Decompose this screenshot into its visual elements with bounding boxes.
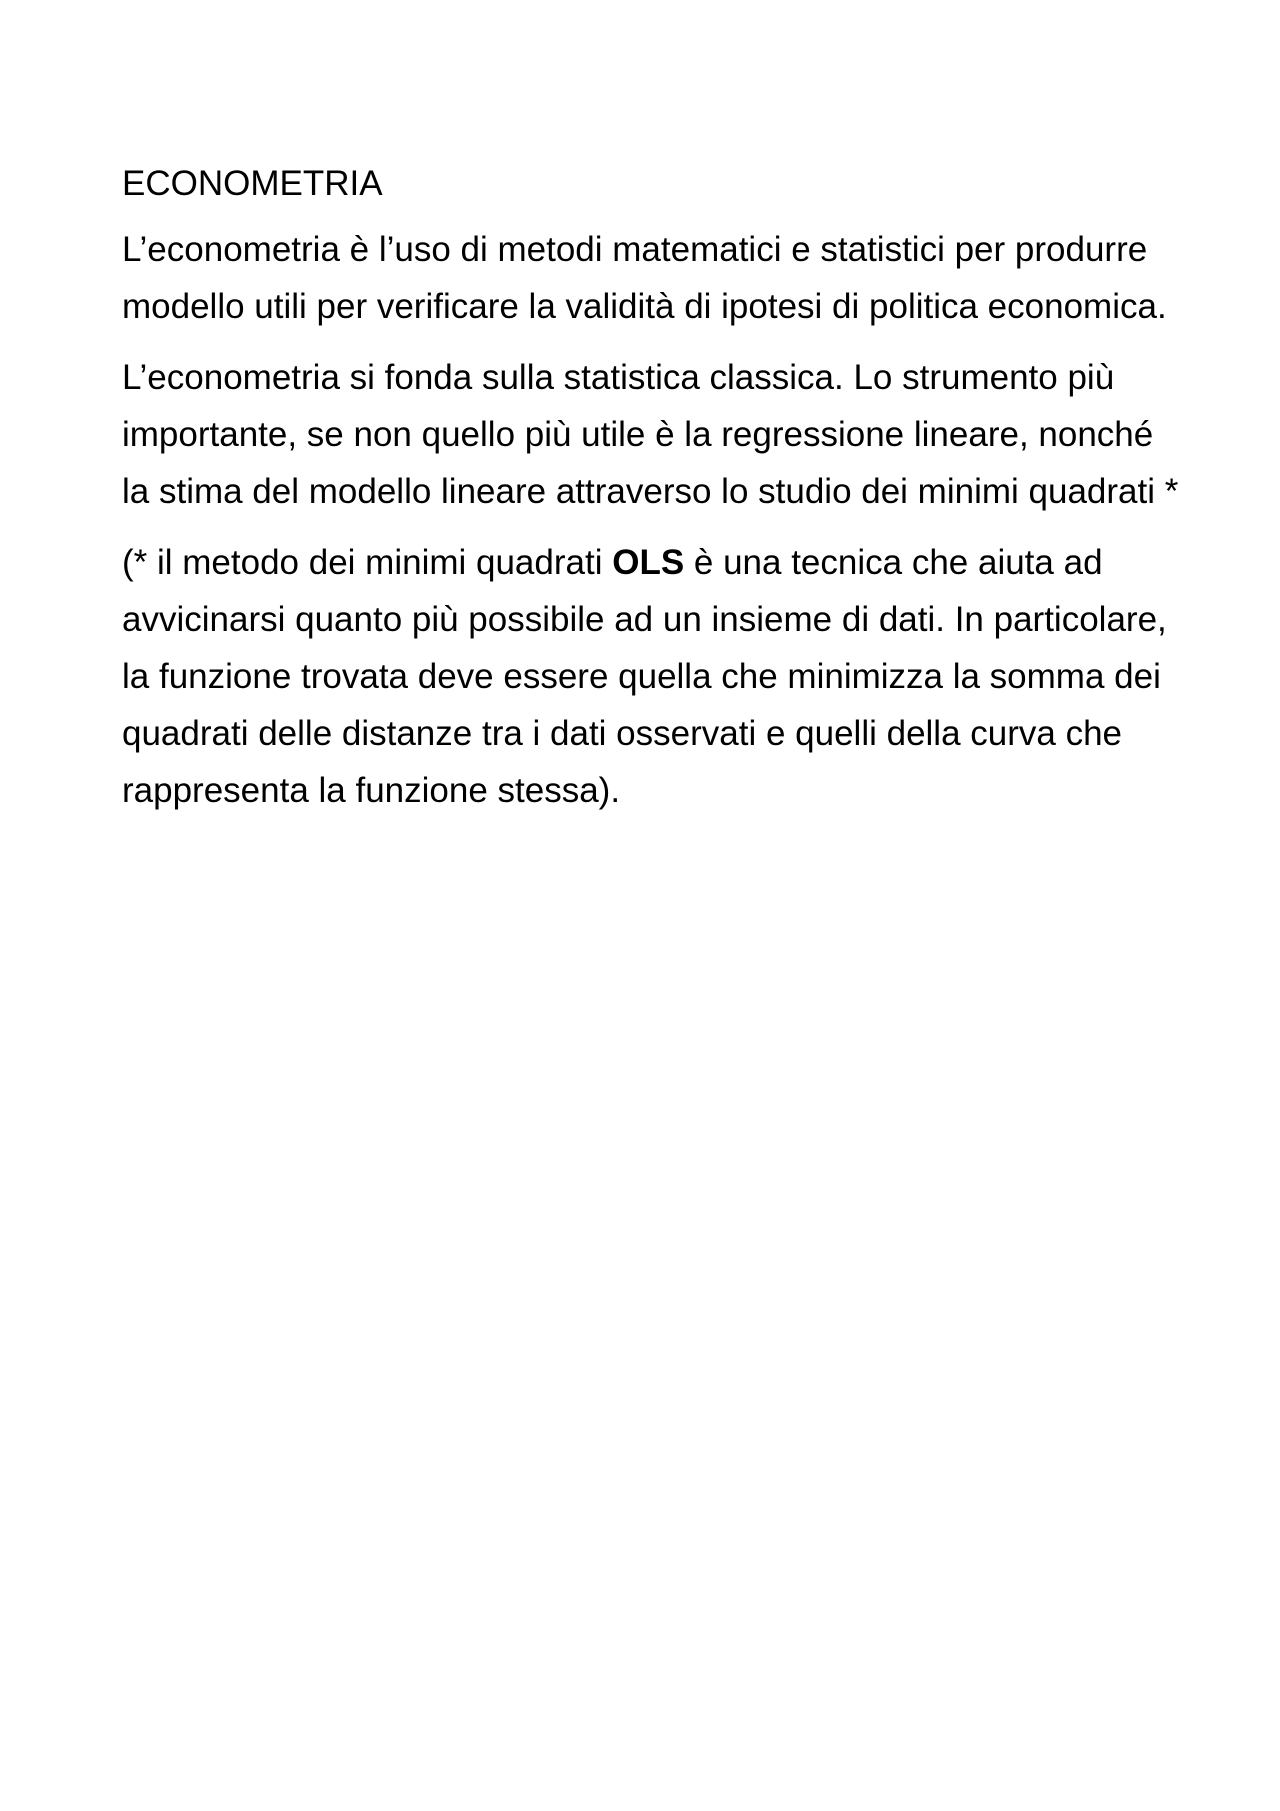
paragraph-definition: L’econometria è l’uso di metodi matematici e statistici per produrre modello utili per verificare la validità di ipotesi di politica economica.	[122, 230, 1167, 326]
document-title: ECONOMETRIA	[122, 164, 383, 203]
paragraph-foundation: L’econometria si fonda sulla statistica classica. Lo strumento più importante, se non quello più utile è la regressione lineare, nonché la stima del modello lineare attraverso lo studio dei minimi quadrati *	[122, 358, 1179, 511]
ols-acronym: OLS	[612, 543, 685, 582]
paragraph-ols-note	[122, 534, 1182, 819]
ols-note-before: (* il metodo dei minimi quadrati	[122, 543, 613, 582]
ols-note-after: è una tecnica che aiuta ad avvicinarsi quanto più possibile ad un insieme di dati. In particolare, la funzione trovata deve essere quella che minimizza la somma dei quadrati delle distanze tra i dati osservati e quelli della curva che rappresenta la funzione stessa).	[122, 543, 1167, 810]
document-page	[122, 155, 1182, 833]
